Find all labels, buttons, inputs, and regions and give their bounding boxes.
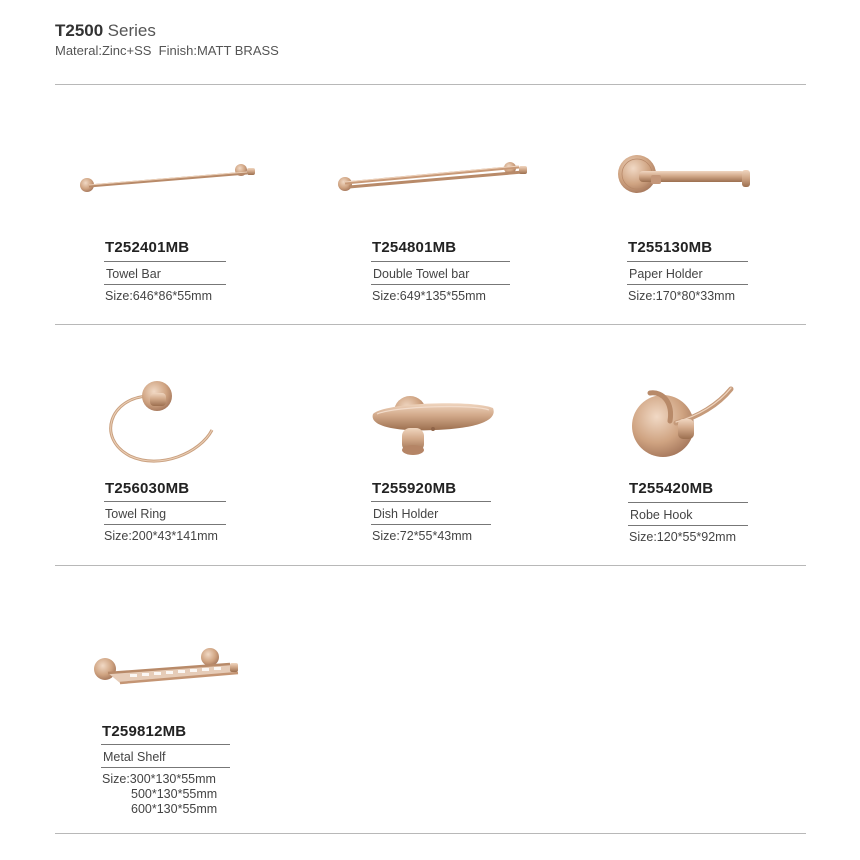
divider-row1: [55, 324, 806, 325]
product-code-underline: [104, 261, 226, 262]
product-name: Towel Bar: [106, 267, 161, 281]
metal-shelf-image: [90, 645, 245, 690]
product-code-underline: [371, 501, 491, 502]
product-code: T255130MB: [628, 239, 713, 256]
product-size: Size:72*55*43mm: [372, 529, 473, 543]
product-name: Paper Holder: [629, 267, 703, 281]
product-size: Size:200*43*141mm: [104, 529, 218, 543]
product-size: Size:300*130*55mm: [102, 772, 216, 786]
divider-top: [55, 84, 806, 85]
product-size: Size:170*80*33mm: [628, 289, 736, 303]
page-title: [55, 21, 156, 41]
product-code-underline: [101, 744, 230, 745]
divider-row2: [55, 565, 806, 566]
product-code: T252401MB: [105, 239, 190, 256]
series-code: T2500: [55, 21, 104, 40]
product-size: Size:649*135*55mm: [372, 289, 486, 303]
dish-holder-image: [365, 392, 500, 462]
product-code-underline: [627, 261, 748, 262]
product-name: Dish Holder: [373, 507, 439, 521]
series-word: Series: [107, 21, 156, 40]
towel-ring-image: [100, 378, 220, 468]
product-name-underline: [104, 284, 226, 285]
product-name-underline: [371, 284, 510, 285]
product-size-extra: 500*130*55mm: [131, 787, 218, 801]
product-size: Size:646*86*55mm: [105, 289, 213, 303]
product-code-underline: [104, 501, 226, 502]
paper-holder-image: [613, 150, 758, 200]
product-code: T255420MB: [629, 480, 714, 497]
product-code: T256030MB: [105, 480, 190, 497]
product-name: Metal Shelf: [103, 750, 166, 764]
product-name-underline: [104, 524, 226, 525]
product-name-underline: [628, 525, 748, 526]
product-name: Towel Ring: [105, 507, 167, 521]
product-name-underline: [371, 524, 491, 525]
product-name-underline: [627, 284, 748, 285]
product-name: Double Towel bar: [373, 267, 470, 281]
towel-bar-image: [75, 160, 260, 200]
product-size: Size:120*55*92mm: [629, 530, 737, 544]
double-towel-bar-image: [333, 158, 533, 198]
product-name: Robe Hook: [630, 508, 693, 522]
robe-hook-image: [628, 383, 738, 468]
product-code-underline: [628, 502, 748, 503]
product-code: T255920MB: [372, 480, 457, 497]
material-finish-line: Materal:Zinc+SS Finish:MATT BRASS: [55, 43, 279, 58]
product-code-underline: [371, 261, 510, 262]
product-code: T254801MB: [372, 239, 457, 256]
product-name-underline: [101, 767, 230, 768]
product-code: T259812MB: [102, 723, 187, 740]
divider-bottom: [55, 833, 806, 834]
product-size-extra: 600*130*55mm: [131, 802, 218, 816]
